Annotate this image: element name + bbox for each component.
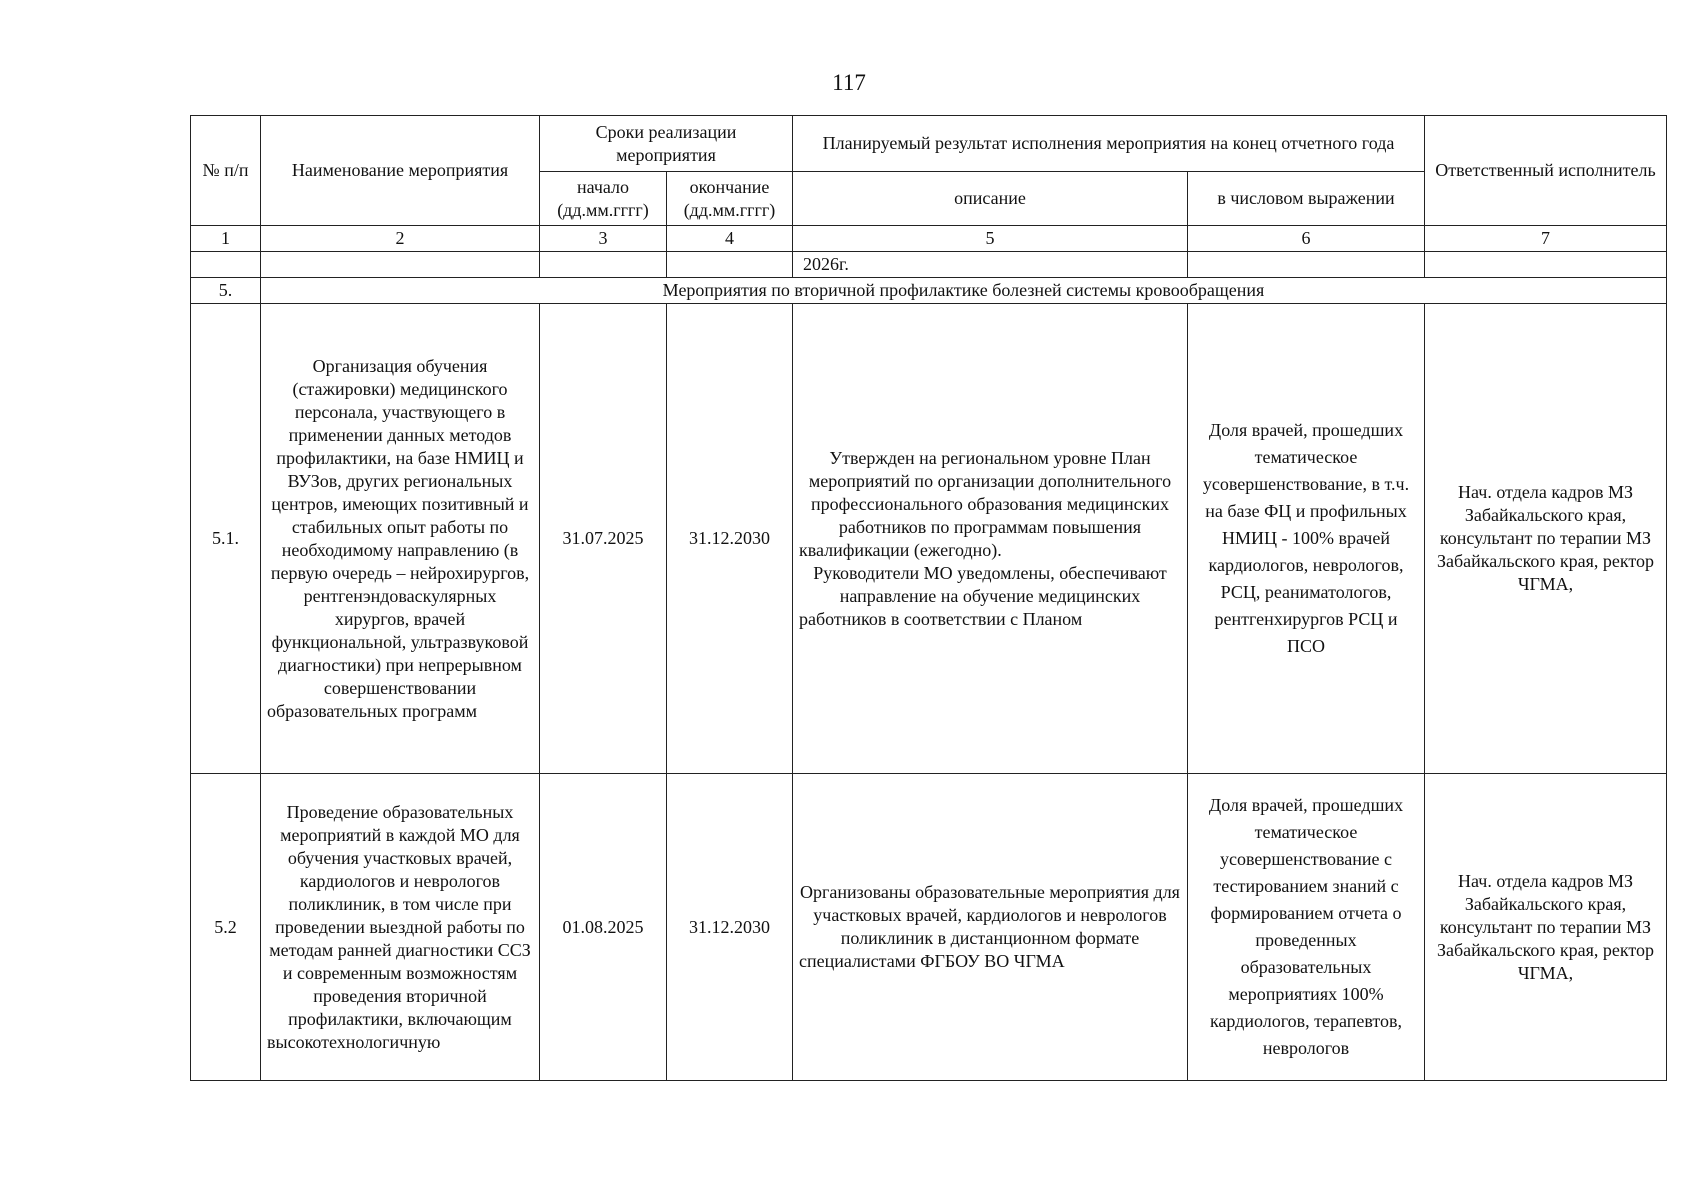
- result-numeric: Доля врачей, прошедших тематическое усовершенствование, в т.ч. на базе ФЦ и профильных НМИЦ - 100% врачей кардиологов, неврологов, РСЦ, реаниматологов, рентгенхирургов РСЦ и ПСО: [1188, 304, 1425, 774]
- year-row: [191, 252, 1667, 278]
- col-number: 6: [1188, 226, 1425, 252]
- table-row: [191, 774, 1667, 1081]
- header-numeric: в числовом выражении: [1188, 172, 1425, 226]
- activity-name: Организация обучения (стажировки) медицинского персонала, участвующего в применении данных методов профилактики, на базе НМИЦ и ВУЗов, других региональных центров, имеющих позитивный и стабильных опыт работы по необходимому направлению (в первую очередь – нейрохирургов, рентгенэндоваскулярных хирургов, врачей функциональной, ультразвуковой диагностики) при непрерывном совершенствовании образовательных программ: [261, 304, 540, 774]
- result-numeric: Доля врачей, прошедших тематическое усовершенствование с тестированием знаний с формированием отчета о проведенных образовательных мероприятиях 100% кардиологов, терапевтов, неврологов: [1188, 774, 1425, 1081]
- header-responsible: Ответственный исполнитель: [1425, 116, 1667, 226]
- row-number: 5.1.: [191, 304, 261, 774]
- result-description-part-1: Организованы образовательные мероприятия для участковых врачей, кардиологов и неврологов поликлиник в дистанционном формате специалистами ФГБОУ ВО ЧГМА: [799, 882, 1180, 971]
- col-number: 3: [540, 226, 667, 252]
- page-number: 117: [832, 70, 866, 95]
- row-number: 5.2: [191, 774, 261, 1081]
- year-label: 2026г.: [793, 252, 1188, 278]
- header-num: № п/п: [191, 116, 261, 226]
- header-row-1: [191, 116, 1667, 172]
- header-end: окончание (дд.мм.гггг): [667, 172, 793, 226]
- section-row: [191, 278, 1667, 304]
- header-result: Планируемый результат исполнения мероприятия на конец отчетного года: [793, 116, 1425, 172]
- header-terms: Сроки реализации мероприятия: [540, 116, 793, 172]
- result-description: [793, 304, 1188, 774]
- table-row: [191, 304, 1667, 774]
- header-start: начало (дд.мм.гггг): [540, 172, 667, 226]
- result-description-part-1: Утвержден на региональном уровне План мероприятий по организации дополнительного профессионального образования медицинских работников по программам повышения квалификации (ежегодно).: [799, 447, 1172, 560]
- start-date: 31.07.2025: [540, 304, 667, 774]
- col-number: 1: [191, 226, 261, 252]
- end-date: 31.12.2030: [667, 774, 793, 1081]
- header-name: Наименование мероприятия: [261, 116, 540, 226]
- section-number: 5.: [191, 278, 261, 304]
- responsible: Нач. отдела кадров МЗ Забайкальского края, консультант по терапии МЗ Забайкальского края, ректор ЧГМА,: [1425, 304, 1667, 774]
- responsible: Нач. отдела кадров МЗ Забайкальского края, консультант по терапии МЗ Забайкальского края, ректор ЧГМА,: [1425, 774, 1667, 1081]
- result-description-part-2: Руководители МО уведомлены, обеспечивают направление на обучение медицинских работников в соответствии с Планом: [799, 562, 1167, 629]
- header-desc: описание: [793, 172, 1188, 226]
- section-title: Мероприятия по вторичной профилактике болезней системы кровообращения: [261, 278, 1667, 304]
- col-number: 7: [1425, 226, 1667, 252]
- column-numbers-row: [191, 226, 1667, 252]
- start-date: 01.08.2025: [540, 774, 667, 1081]
- col-number: 2: [261, 226, 540, 252]
- result-description: [793, 774, 1188, 1081]
- activities-table: [190, 115, 1667, 1081]
- activity-name: Проведение образовательных мероприятий в каждой МО для обучения участковых врачей, кардиологов и неврологов поликлиник, в том числе при проведении выездной работы по методам ранней диагностики ССЗ и современным возможностям проведения вторичной профилактики, включающим высокотехнологичную: [261, 774, 540, 1081]
- col-number: 4: [667, 226, 793, 252]
- col-number: 5: [793, 226, 1188, 252]
- end-date: 31.12.2030: [667, 304, 793, 774]
